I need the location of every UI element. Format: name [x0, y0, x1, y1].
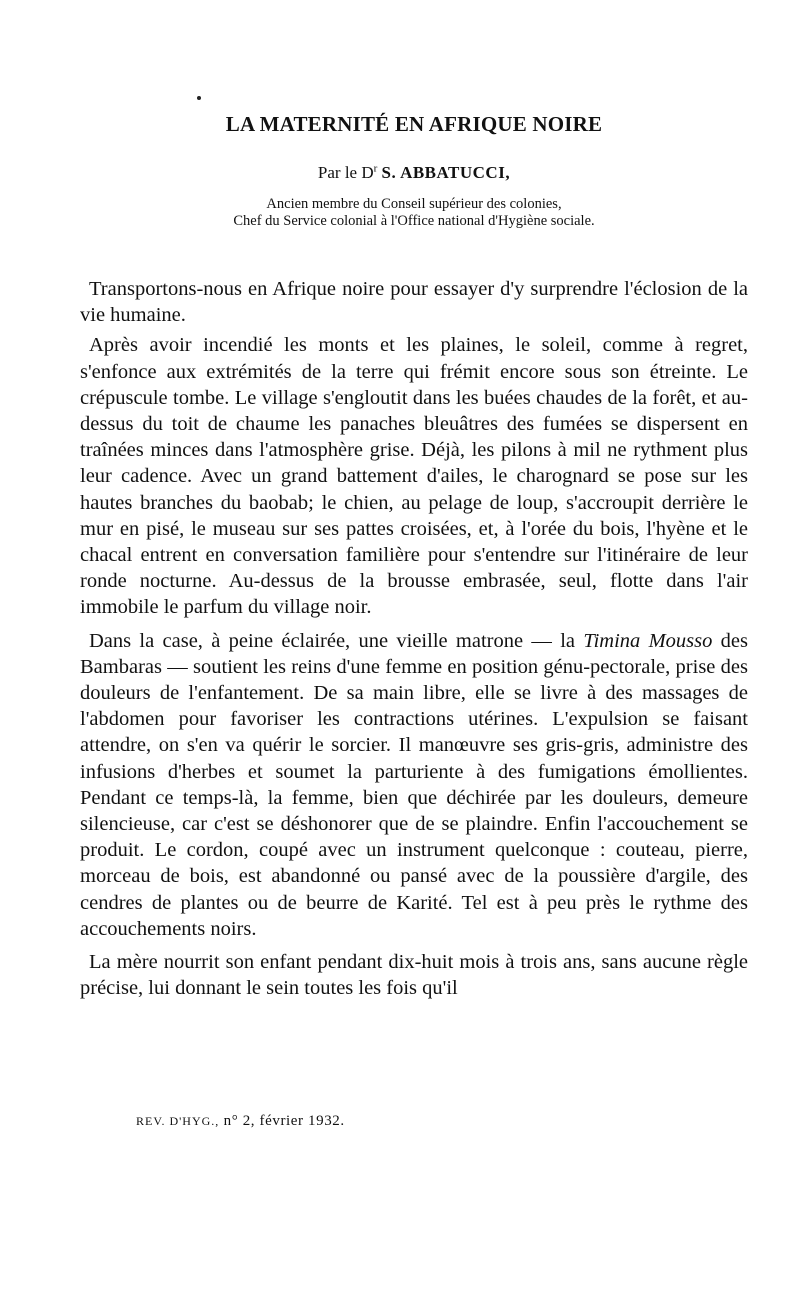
journal-name: REV. D'HYG., [136, 1114, 220, 1128]
byline-superscript: r [373, 162, 378, 175]
paragraph-3-start: Dans la case, à peine éclairée, une vieille matrone — la [89, 629, 584, 652]
byline-prefix: Par le D [317, 163, 374, 182]
paragraph-4: La mère nourrit son enfant pendant dix-huit mois à trois ans, sans aucune règle précise, lui donnant le sein toutes les fois qu'il [80, 951, 748, 1000]
article-body [80, 276, 748, 1008]
journal-issue: n° 2, février 1932. [223, 1113, 345, 1129]
author-byline [80, 163, 748, 183]
journal-footer [136, 1113, 345, 1130]
paragraph-1: Transportons-nous en Afrique noire pour essayer d'y surprendre l'éclosion de la vie humaine. [80, 278, 748, 327]
article-title: LA MATERNITÉ EN AFRIQUE NOIRE [225, 112, 603, 136]
author-affiliation [80, 196, 748, 230]
timina-mousso-term: Timina Mousso [583, 629, 713, 652]
paragraph-3 [80, 628, 748, 942]
affiliation-line-1: Ancien membre du Conseil supérieur des colonies, [266, 196, 562, 212]
decorative-dot [197, 96, 201, 100]
paragraph-2: Après avoir incendié les monts et les plaines, le soleil, comme à regret, s'enfonce aux extrémités de la terre qui frémit encore sous son étreinte. Le crépuscule tombe. Le village s'engloutit dans les buées chaudes de la forêt, et au-dessus du toit de chaume les panaches bleuâtres des fumées se dispersent en traînées minces dans l'atmosphère grise. Déjà, les pilons à mil ne rythment plus leur cadence. Avec un grand battement d'ailes, le charognard se pose sur les hautes branches du baobab; le chien, au pelage de loup, s'accroupit derrière le mur en pisé, le museau sur ses pattes croisées, et, à l'orée du bois, l'hyène et le chacal entrent en conversation familière pour s'entendre sur l'itinéraire de leur ronde nocturne. Au-dessus de la brousse embrasée, seul, flotte dans l'air immobile le parfum du village noir. [80, 334, 748, 619]
paragraph-3-rest: des Bambaras — soutient les reins d'une femme en position génu-pectorale, prise des douleurs de l'enfantement. De sa main libre, elle se livre à des massages de l'abdomen pour favoriser les contractions utérines. L'expulsion se faisant attendre, on s'en va quérir le sorcier. Il manœuvre ses gris-gris, administre des infusions d'herbes et soumet la parturiente à des fumigations émollientes. Pendant ce temps-là, la femme, bien que déchirée par les douleurs, demeure silencieuse, car c'est se déshonorer que de se plaindre. Enfin l'accouchement se produit. Le cordon, coupé avec un instrument quelconque : couteau, pierre, morceau de bois, est abandonné ou pansé avec de la poussière d'argile, des cendres de plantes ou de beurre de Karité. Tel est à peu près le rythme des accouchements noirs. [80, 629, 749, 940]
author-name: S. ABBATUCCI, [381, 163, 511, 182]
document-page [80, 0, 748, 1304]
affiliation-line-2: Chef du Service colonial à l'Office national d'Hygiène sociale. [233, 213, 595, 229]
